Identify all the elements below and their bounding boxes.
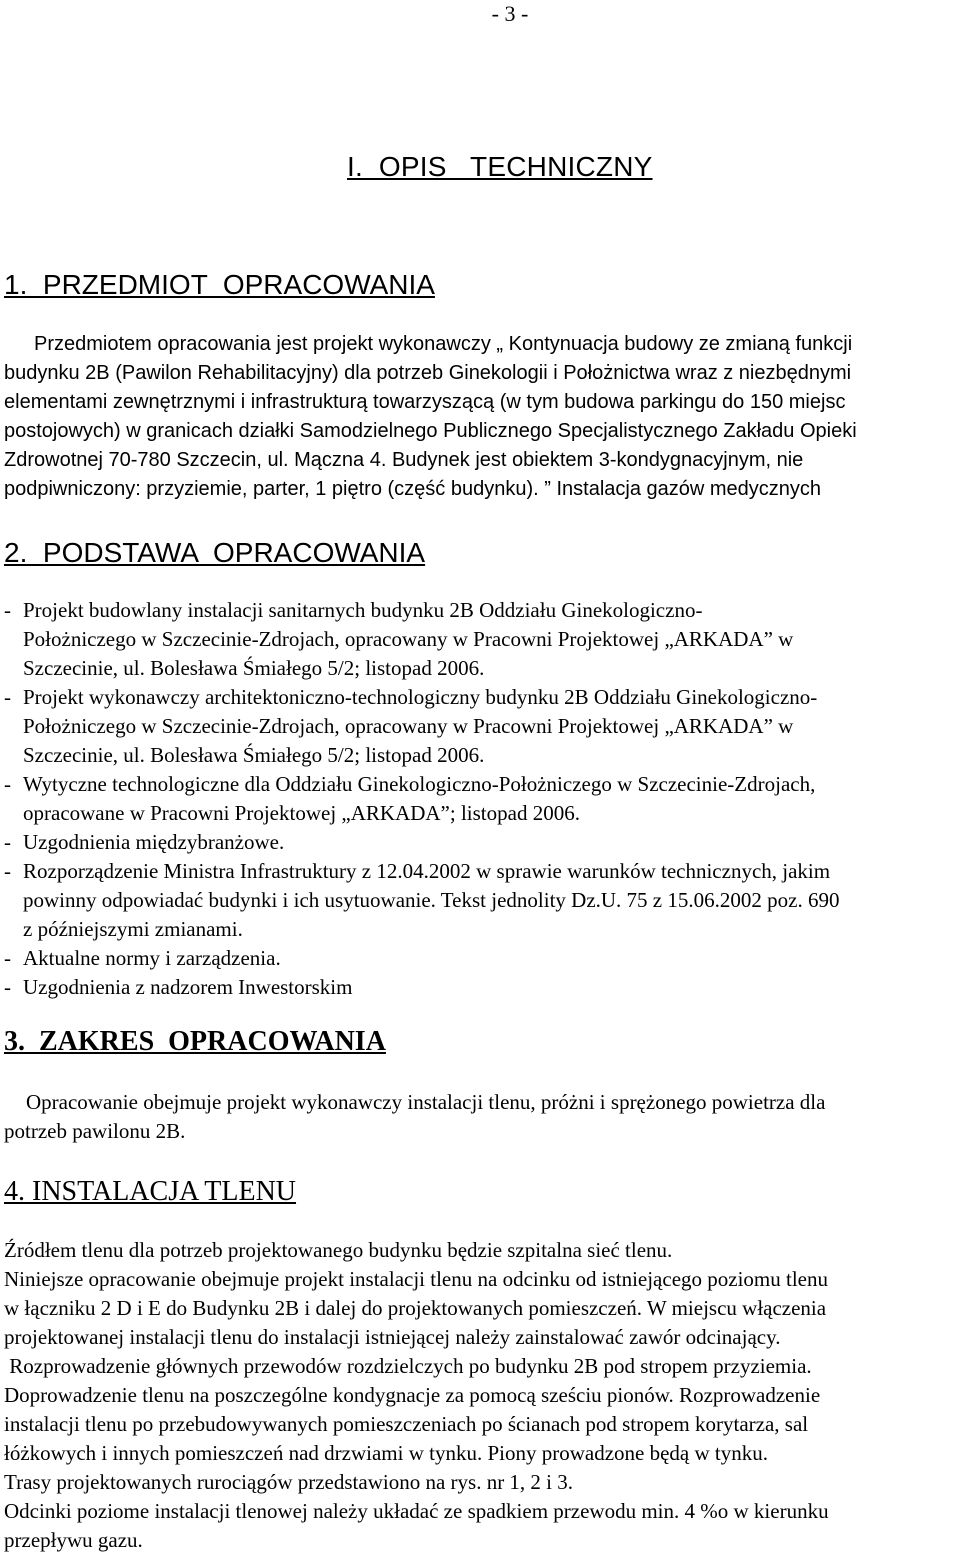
section-3-paragraph bbox=[4, 1088, 954, 1146]
list-item: - Projekt budowlany instalacji sanitarnych budynku 2B Oddziału Ginekologiczno- Położniczego w Szczecinie-Zdrojach, opracowany w Pracowni Projektowej „ARKADA” w Szczecinie, ul. Bolesława Śmiałego 5/2; listopad 2006. bbox=[4, 596, 954, 683]
list-item-line: Projekt wykonawczy architektoniczno-technologiczny budynku 2B Oddziału Ginekologiczno- bbox=[23, 685, 818, 709]
list-item-line: Wytyczne technologiczne dla Oddziału Ginekologiczno-Położniczego w Szczecinie-Zdrojach, bbox=[23, 772, 816, 796]
section-3-heading: 3. ZAKRES OPRACOWANIA bbox=[4, 1026, 386, 1057]
paragraph-line: elementami zewnętrznymi i infrastrukturą towarzyszącą (w tym budowa parkingu do 150 miejsc bbox=[4, 391, 846, 413]
section-2-list bbox=[4, 596, 954, 1002]
list-item-line: powinny odpowiadać budynki i ich usytuowanie. Tekst jednolity Dz.U. 75 z 15.06.2002 poz. 690 bbox=[23, 888, 840, 912]
section-4-heading: 4. INSTALACJA TLENU bbox=[4, 1176, 297, 1207]
paragraph-line: postojowych) w granicach działki Samodzielnego Publicznego Specjalistycznego Zakładu Opieki bbox=[4, 420, 857, 442]
list-item: - Aktualne normy i zarządzenia. bbox=[4, 944, 954, 973]
list-item-line: z późniejszymi zmianami. bbox=[23, 917, 243, 941]
paragraph-line: Opracowanie obejmuje projekt wykonawczy instalacji tlenu, próżni i sprężonego powietrza dla bbox=[26, 1090, 826, 1114]
list-item-line: Uzgodnienia międzybranżowe. bbox=[23, 830, 285, 854]
list-item: - Wytyczne technologiczne dla Oddziału Ginekologiczno-Położniczego w Szczecinie-Zdrojach, opracowane w Pracowni Projektowej „ARKADA”; listopad 2006. bbox=[4, 770, 954, 828]
list-item-line: Szczecinie, ul. Bolesława Śmiałego 5/2; listopad 2006. bbox=[23, 743, 485, 767]
paragraph-line: projektowanej instalacji tlenu do instalacji istniejącej należy zainstalować zawór odcinający. bbox=[4, 1325, 781, 1349]
list-item-line: Uzgodnienia z nadzorem Inwestorskim bbox=[23, 975, 353, 999]
list-item: - Uzgodnienia z nadzorem Inwestorskim bbox=[4, 973, 954, 1002]
paragraph-line: Doprowadzenie tlenu na poszczególne kondygnacje za pomocą sześciu pionów. Rozprowadzenie bbox=[4, 1383, 821, 1407]
main-heading: I. OPIS TECHNICZNY bbox=[347, 151, 653, 182]
list-item: - Rozporządzenie Ministra Infrastruktury z 12.04.2002 w sprawie warunków technicznych, jakim powinny odpowiadać budynki i ich usytuowanie. Tekst jednolity Dz.U. 75 z 15.06.2002 poz. 690 z późniejszymi zmianami. bbox=[4, 857, 954, 944]
paragraph-line: Rozprowadzenie głównych przewodów rozdzielczych po budynku 2B pod stropem przyziemia. bbox=[4, 1354, 812, 1378]
list-item: - Projekt wykonawczy architektoniczno-technologiczny budynku 2B Oddziału Ginekologiczno- Położniczego w Szczecinie-Zdrojach, opracowany w Pracowni Projektowej „ARKADA” w Szczecinie, ul. Bolesława Śmiałego 5/2; listopad 2006. bbox=[4, 683, 954, 770]
section-1-paragraph bbox=[4, 330, 954, 504]
paragraph-line: potrzeb pawilonu 2B. bbox=[4, 1119, 186, 1143]
list-item-line: Szczecinie, ul. Bolesława Śmiałego 5/2; listopad 2006. bbox=[23, 656, 485, 680]
paragraph-line: przepływu gazu. bbox=[4, 1528, 143, 1552]
paragraph-line: Przedmiotem opracowania jest projekt wykonawczy „ Kontynuacja budowy ze zmianą funkcji bbox=[34, 333, 853, 355]
list-item-line: Projekt budowlany instalacji sanitarnych budynku 2B Oddziału Ginekologiczno- bbox=[23, 598, 703, 622]
section-2-heading: 2. PODSTAWA OPRACOWANIA bbox=[4, 537, 426, 568]
paragraph-line: Niniejsze opracowanie obejmuje projekt instalacji tlenu na odcinku od istniejącego poziomu tlenu bbox=[4, 1267, 829, 1291]
list-item-line: Aktualne normy i zarządzenia. bbox=[23, 946, 281, 970]
paragraph-line: Trasy projektowanych rurociągów przedstawiono na rys. nr 1, 2 i 3. bbox=[4, 1470, 574, 1494]
list-item: - Uzgodnienia międzybranżowe. bbox=[4, 828, 954, 857]
paragraph-line: w łączniku 2 D i E do Budynku 2B i dalej do projektowanych pomieszczeń. W miejscu włączenia bbox=[4, 1296, 827, 1320]
paragraph-line: łóżkowych i innych pomieszczeń nad drzwiami w tynku. Piony prowadzone będą w tynku. bbox=[4, 1441, 768, 1465]
paragraph-line: Odcinki poziome instalacji tlenowej należy układać ze spadkiem przewodu min. 4 %o w kierunku bbox=[4, 1499, 829, 1523]
section-4-paragraph bbox=[4, 1236, 954, 1555]
paragraph-line: Zdrowotnej 70-780 Szczecin, ul. Mączna 4. Budynek jest obiektem 3-kondygnacyjnym, nie bbox=[4, 449, 804, 471]
paragraph-line: Źródłem tlenu dla potrzeb projektowanego budynku będzie szpitalna sieć tlenu. bbox=[4, 1238, 673, 1262]
list-item-line: Położniczego w Szczecinie-Zdrojach, opracowany w Pracowni Projektowej „ARKADA” w bbox=[23, 627, 794, 651]
list-item-line: opracowane w Pracowni Projektowej „ARKADA”; listopad 2006. bbox=[23, 801, 580, 825]
paragraph-line: instalacji tlenu po przebudowywanych pomieszczeniach po ścianach pod stropem korytarza, sal bbox=[4, 1412, 809, 1436]
list-item-line: Położniczego w Szczecinie-Zdrojach, opracowany w Pracowni Projektowej „ARKADA” w bbox=[23, 714, 794, 738]
section-1-heading: 1. PRZEDMIOT OPRACOWANIA bbox=[4, 269, 435, 300]
page-number: - 3 - bbox=[491, 1, 529, 26]
paragraph-line: podpiwniczony: przyziemie, parter, 1 piętro (część budynku). ” Instalacja gazów medycznych bbox=[4, 478, 822, 500]
paragraph-line: budynku 2B (Pawilon Rehabilitacyjny) dla potrzeb Ginekologii i Położnictwa wraz z niezbędnymi bbox=[4, 362, 852, 384]
list-item-line: Rozporządzenie Ministra Infrastruktury z 12.04.2002 w sprawie warunków technicznych, jakim bbox=[23, 859, 831, 883]
